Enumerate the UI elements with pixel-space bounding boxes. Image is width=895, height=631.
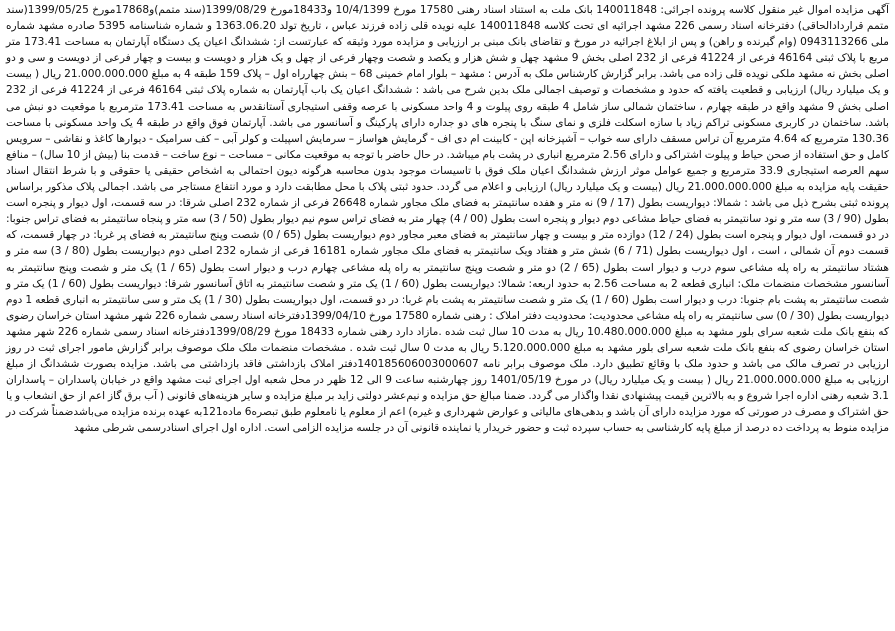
notice-body-text: آگهی مزایده اموال غیر منقول کلاسه پرونده اجرائی: 140011848 بانک ملت به استناد اسناد رهنی 17580 مورخ 10/4/1399 و18433مورخ 1399/08/29(سند متمم)و17868مورخ 1399/05/25(سند متمم قراردادالحاقی) دفترخانه اسناد رسمی 226 مشهد اجرائیه ای تحت کلاسه 140011848 علیه نوید‌ه قلی زاده فرزند عباس ، تاریخ تولد 1363.06.20 و شماره شناسنامه 5395 صادره مشهد شماره ملی 0943113266 (وام گیرنده و راهن) و پس از ابلاغ اجرائیه در مورخ و تقاضای بانک مبنی بر ارزیابی و مزایده مورد وثیقه که عبارتست از: ششدانگ اعیان یک دستگاه آپارتمان به مساحت 173.41 متر مربع با پلاک ثبتی 46164 فرعی از 41224 فرعی از 232 اصلی بخش 9 مشهد چهل و شش هزار و یکصد و شصت وچهار فرعی از چهل و یک هزار و دویست و بیست و چهار فرعی از دویست و سی و دو اصلی بخش نه مشهد ملکی نوید‌ه قلی زاده می باشد. برابر گزارش کارشناس ملک به آدرس : مشهد – بلوار امام خمینی 68 – بنش چهارراه اول – پلاک 159 طبقه 4 به مبلغ 21.000.000.000 ریال ( بیست و یک میلیارد ریال) ارزیابی و قطعیت یافته که حدود و مشخصات و توصیف اجمالی ملک بدین شرح می باشد : ششدانگ اعیان یک باب آپارتمان به شماره پلاک ثبتی 46164 فرعی از 41224 فرعی از 232 اصلی بخش 9 مشهد واقع در طبقه چهارم ، ساختمان شمالی ساز شامل 4 طبقه روی پیلوت و 4 واحد مسکونی با عرصه وقفی استیجاری آستانقدس به مساحت 173.41 مترمربع با موقعیت دو نبش می باشد. ساختمان در کاربری مسکونی تراکم زیاد با سازه اسکلت فلزی و نمای سنگ با پنجره های دو جداره دارای پارکینگ و آسانسور می باشد. آپارتمان فوق واقع در طبقه 4 یک واحد مسکونی با مساحت 130.36 مترمربع که 4.64 مترمربع آن تراس مسقف دارای سه خواب – آشپزخانه اپن - کابینت ام دی اف - گرمایش هواساز – سرمایش اسپیلت و کولر آبی – کف سرامیک - دیوارها کاغذ و نقاشی – سرویس کامل و حق استفاده از صحن حیاط و پیلوت اشتراکی و دارای 2.56 مترمربع انباری در پشت بام میباشد. در حال حاضر با توجه به موقعیت مکانی – مساحت – نوع ساخت – قدمت بنا (بیش از 10 سال) – منافع سهم العرصه استیجاری 33.9 مترمربع و جمیع عوامل موثر ارزش ششدانگ اعیان ملک فوق با تاسیسات موجود بدون محاسبه هرگونه دیون احتمالی به اشخاص حقیقی یا حقوقی و با شرط انتقال اسناد حقیقت پایه مزایده به مبلغ 21.000.000.000 ریال (بیست و یک میلیارد ریال) ارزیابی و اعلام می گردد. حدود ثبتی پلاک با محل مطابقت دارد و مورد انتفاع مستاجر می باشد. اجمالی پلاک مذکور براساس پرونده ثبتی بشرح ذیل می باشد : شمالا: دیواریست بطول (17 / 9) نه متر و هفده سانتیمتر به فضای ملک مجاور شماره 26648 فرعی از شماره 232 اصلی شرقا: در سه قسمت، اول دیوار و پنجره است بطول (90 / 3) سه متر و نود سانتیمتر به فضای حیاط مشاعی دوم دیوار و پنجره است بطول (00 / 4) چهار متر به فضای تراس سوم نیم دیوار بطول (50 / 3) سه متر و پنجاه سانتیمتر به فضای تراس جنوبا: در دو قسمت، اول دیوار و پنجره است بطول (24 / 12) دوازده متر و بیست و چهار سانتیمتر به فضای معبر مجاور دوم دیواریست بطول (65 / 0) شصت وپنج سانتیمتر به فضای پر غربا: در چهار قسمت، که قسمت دوم آن شمالی ، است ، اول دیواریست بطول (71 / 6) شش متر و هفتاد ویک سانتیمتر به فضای ملک مجاور شماره 16181 فرعی از شماره 232 اصلی دوم دیواریست بطول (80 / 3) سه متر و هشتاد سانتیمتر به راه پله مشاعی سوم درب و دیوار است بطول (65 / 2) دو متر و شصت وپنج سانتیمتر به راه پله مشاعی چهارم درب و دیوار است بطول (65 / 1) یک متر و شصت وپنج سانتیمتر به آسانسور مشخصات منضمات ملک: انباری قطعه 2 به مساحت 2.56 به حدود اربعه: شمالا: دیواریست بطول (60 / 1) یک متر و شصت سانتیمتر به اتاق آسانسور شرقا: دیواریست بطول (60 / 1) یک متر و شصت سانتیمتر به پشت بام جنوبا: درب و دیوار است بطول (60 / 1) یک متر و شصت سانتیمتر به پشت بام غربا: در دو قسمت، اول دیواریست بطول (30 / 1) یک متر و سی سانتیمتر به انباری قطعه 1 دوم دیواریست بطول (30 / 0) سی سانتیمتر به راه پله مشاعی محدودیت: محدودیت دفتر املاک : رهنی شماره 17580 مورخ 1399/04/10دفترخانه اسناد رسمی شماره 226 شهر مشهد استان خراسان رضوی که بنفع بانک ملت شعبه سرای بلور مشهد به مبلغ 10.480.000.000 ریال به مدت 10 سال ثبت شده .مازاد دارد رهنی شماره 18433 مورخ 1399/08/29دفترخانه اسناد رسمی شماره 226 شهر مشهد استان خراسان رضوی که بنفع بانک ملت شعبه سرای بلور مشهد به مبلغ 5.120.000.000 ریال به مدت 0 سال ثبت شده . مشخصات منضمات ملک ملک موصوف برابر گزارش مامور اجرای ثبت در روز ارزیابی در تصرف مالک می باشد و حدود ملک با وقائع تطبیق دارد. ملک موصوف برابر نامه 140185606003000607دفتر املاک بازداشتی فاقد بازداشتی می باشد. مزایده بصورت ششدانگ از مبلغ ارزیابی به مبلغ 21.000.000.000 ریال ( بیست و یک میلیارد ریال) در مورخ 1401/05/19 روز چهارشنبه ساعت 9 الی 12 ظهر در محل شعبه اول اجرای ثبت مشهد واقع در خیابان پاسداران – پاسداران 3.1 شعبه رهنی اداره اجرا شروع و به بالاترین قیمت پیشنهادی نقدا واگذار می گردد. ضمنا مبالغ حق مزایده و نیم‌عشر دولتی زاید بر مبلغ مزایده و سایر هزینه‌های قانونی ( آب برق گاز اعم از حق انشعاب و یا حق اشتراک و مصرف در صورتی که مورد مزایده دارای آن باشد و بدهی‌های مالیاتی و عوارض شهرداری و غیره) اعم از معلوم یا نامعلوم طبق تبصره6 ماده121به عهده برنده مزایده می‌باشدضمناً شرکت در مزایده منوط به پرداخت ده درصد از مبلغ پایه کارشناسی به حساب سپرده ثبت و حضور خریدار یا نماینده قانونی آن در جلسه مزایده الزامی است. اداره اول اجرای اسنادرسمی شرطی مشهد: [6, 4, 890, 435]
